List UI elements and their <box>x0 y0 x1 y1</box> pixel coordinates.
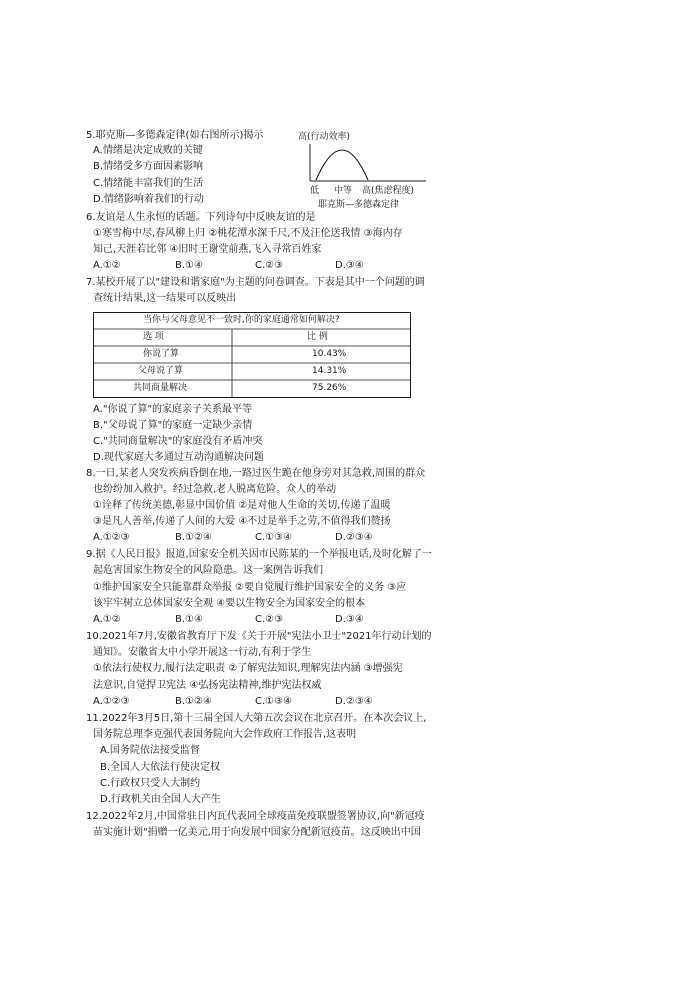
survey-table-row-3-option: 共同商量解决 <box>133 383 188 393</box>
question-11-line-1: 11.2022年3月5日,第十三届全国人大第五次会议在北京召开。在本次会议上, <box>86 713 427 724</box>
graph-x-high-label: 高(焦虑程度) <box>362 186 415 196</box>
q10-option-b: B.①②④ <box>175 696 212 707</box>
survey-table-row-2-option: 父母说了算 <box>138 366 184 376</box>
question-9-line-4: 该牢牢树立总体国家安全观 ④要以生物安全为国家安全的根本 <box>93 598 366 609</box>
question-8-line-3: ①诠释了传统美德,彰显中国价值 ②是对他人生命的关切,传递了温暖 <box>93 500 391 511</box>
q9-option-b: B.①④ <box>175 614 203 625</box>
q5-option-d: D.情绪影响着我们的行动 <box>93 194 204 205</box>
q10-option-d: D.②③④ <box>335 696 373 707</box>
q9-option-a: A.①② <box>93 614 121 625</box>
question-9-line-1: 9.据《人民日报》报道,国家安全机关因市民陈某的一个举报电话,及时化解了一 <box>86 549 432 560</box>
graph-x-mid-label: 中等 <box>334 186 353 196</box>
question-7-line-2: 查统计结果,这一结果可以反映出 <box>93 293 237 304</box>
question-8-line-2: 也纷纷加入救护。经过急救,老人脱离危险。众人的举动 <box>93 484 337 495</box>
question-9-line-3: ①维护国家安全只能靠群众举报 ②要自觉履行维护国家安全的义务 ③应 <box>93 582 407 593</box>
q8-option-c: C.①③④ <box>255 532 293 543</box>
graph-x-low-label: 低 <box>310 186 320 196</box>
question-8-line-4: ③是凡人善举,传递了人间的大爱 ④不过是举手之劳,不值得我们赞扬 <box>93 516 391 527</box>
q11-option-d: D.行政机关由全国人大产生 <box>100 794 221 805</box>
q9-option-c: C.②③ <box>255 614 284 625</box>
survey-table <box>93 312 411 398</box>
q6-option-d: D.③④ <box>335 260 364 271</box>
q10-option-a: A.①②③ <box>93 696 130 707</box>
graph-caption: 耶克斯—多德森定律 <box>318 200 400 210</box>
survey-table-header-ratio: 比 例 <box>307 332 328 342</box>
q8-option-d: D.②③④ <box>335 532 373 543</box>
question-5-stem: 5.耶克斯—多德森定律(如右图所示)揭示 <box>86 130 264 141</box>
question-10-line-1: 10.2021年7月,安徽省教育厅下发《关于开展"宪法小卫士"2021年行动计划的 <box>86 631 432 642</box>
q7-option-d: D.现代家庭大多通过互动沟通解决问题 <box>93 452 264 463</box>
question-10-line-4: 法意识,自觉捍卫宪法 ④弘扬宪法精神,维护宪法权威 <box>93 680 322 691</box>
survey-table-row-1-ratio: 10.43% <box>312 349 347 359</box>
q5-option-c: C.情绪能丰富我们的生活 <box>93 178 204 189</box>
q8-options <box>93 533 413 543</box>
graph-y-label: 高(行动效率) <box>298 132 351 142</box>
survey-table-row-1-option: 你说了算 <box>143 349 180 359</box>
q9-option-d: D.③④ <box>335 614 364 625</box>
question-9-line-2: 起危害国家生物安全的风险隐患。这一案例告诉我们 <box>93 565 323 576</box>
q7-option-a: A."你说了算"的家庭亲子关系最平等 <box>93 404 253 415</box>
q8-option-a: A.①②③ <box>93 532 130 543</box>
survey-table-row-2-ratio: 14.31% <box>312 366 347 376</box>
q6-option-b: B.①④ <box>175 260 203 271</box>
question-6-line-3: 知己,天涯若比邻 ④旧时王谢堂前燕,飞入寻常百姓家 <box>93 244 322 255</box>
q6-option-c: C.②③ <box>255 260 284 271</box>
q5-option-a: A.情绪是决定成败的关键 <box>93 145 203 156</box>
q7-option-b: B."父母说了算"的家庭一定缺少亲情 <box>93 420 253 431</box>
q10-option-c: C.①③④ <box>255 696 293 707</box>
q11-option-a: A.国务院依法接受监督 <box>100 745 200 756</box>
question-11-line-2: 国务院总理李克强代表国务院向大会作政府工作报告,这表明 <box>93 729 357 740</box>
survey-table-title: 当你与父母意见不一致时,你的家庭通常如何解决? <box>143 315 340 325</box>
question-6-line-2: ①寒雪梅中尽,春风柳上归 ②桃花潭水深千尺,不及汪伦送我情 ③海内存 <box>93 228 403 239</box>
question-12-line-1: 12.2022年2月,中国常驻日内瓦代表同全球疫苗免疫联盟签署协议,向"新冠疫 <box>86 811 425 822</box>
q7-option-c: C."共同商量解决"的家庭没有矛盾冲突 <box>93 436 263 447</box>
q10-options <box>93 697 413 707</box>
q6-option-a: A.①② <box>93 260 121 271</box>
question-8-line-1: 8.一日,某老人突发疾病昏倒在地,一路过医生跪在他身旁对其急救,周围的群众 <box>86 468 426 479</box>
question-7-line-1: 7.某校开展了以"建设和谐家庭"为主题的问卷调查。下表是其中一个问题的调 <box>86 277 425 288</box>
q11-option-c: C.行政权只受人大制约 <box>100 778 201 789</box>
q5-option-b: B.情绪受多方面因素影响 <box>93 161 204 172</box>
q8-option-b: B.①②④ <box>175 532 212 543</box>
graph-curve <box>316 150 368 180</box>
survey-table-row-3-ratio: 75.26% <box>312 383 347 393</box>
question-12-line-2: 苗实施计划"捐赠一亿美元,用于向发展中国家分配新冠疫苗。这反映出中国 <box>93 827 421 838</box>
q6-options <box>93 261 393 271</box>
q9-options <box>93 615 393 625</box>
question-10-line-2: 通知》。安徽省大中小学开展这一行动,有利于学生 <box>93 647 312 658</box>
question-10-line-3: ①依法行使权力,履行法定职责 ②了解宪法知识,理解宪法内涵 ③增强宪 <box>93 663 403 674</box>
survey-table-header-option: 选 项 <box>143 332 164 342</box>
yerkes-dodson-graph <box>296 128 436 210</box>
question-6-line-1: 6.友谊是人生永恒的话题。下列诗句中反映友谊的是 <box>86 212 316 223</box>
q11-option-b: B.全国人大依法行使决定权 <box>100 762 221 773</box>
